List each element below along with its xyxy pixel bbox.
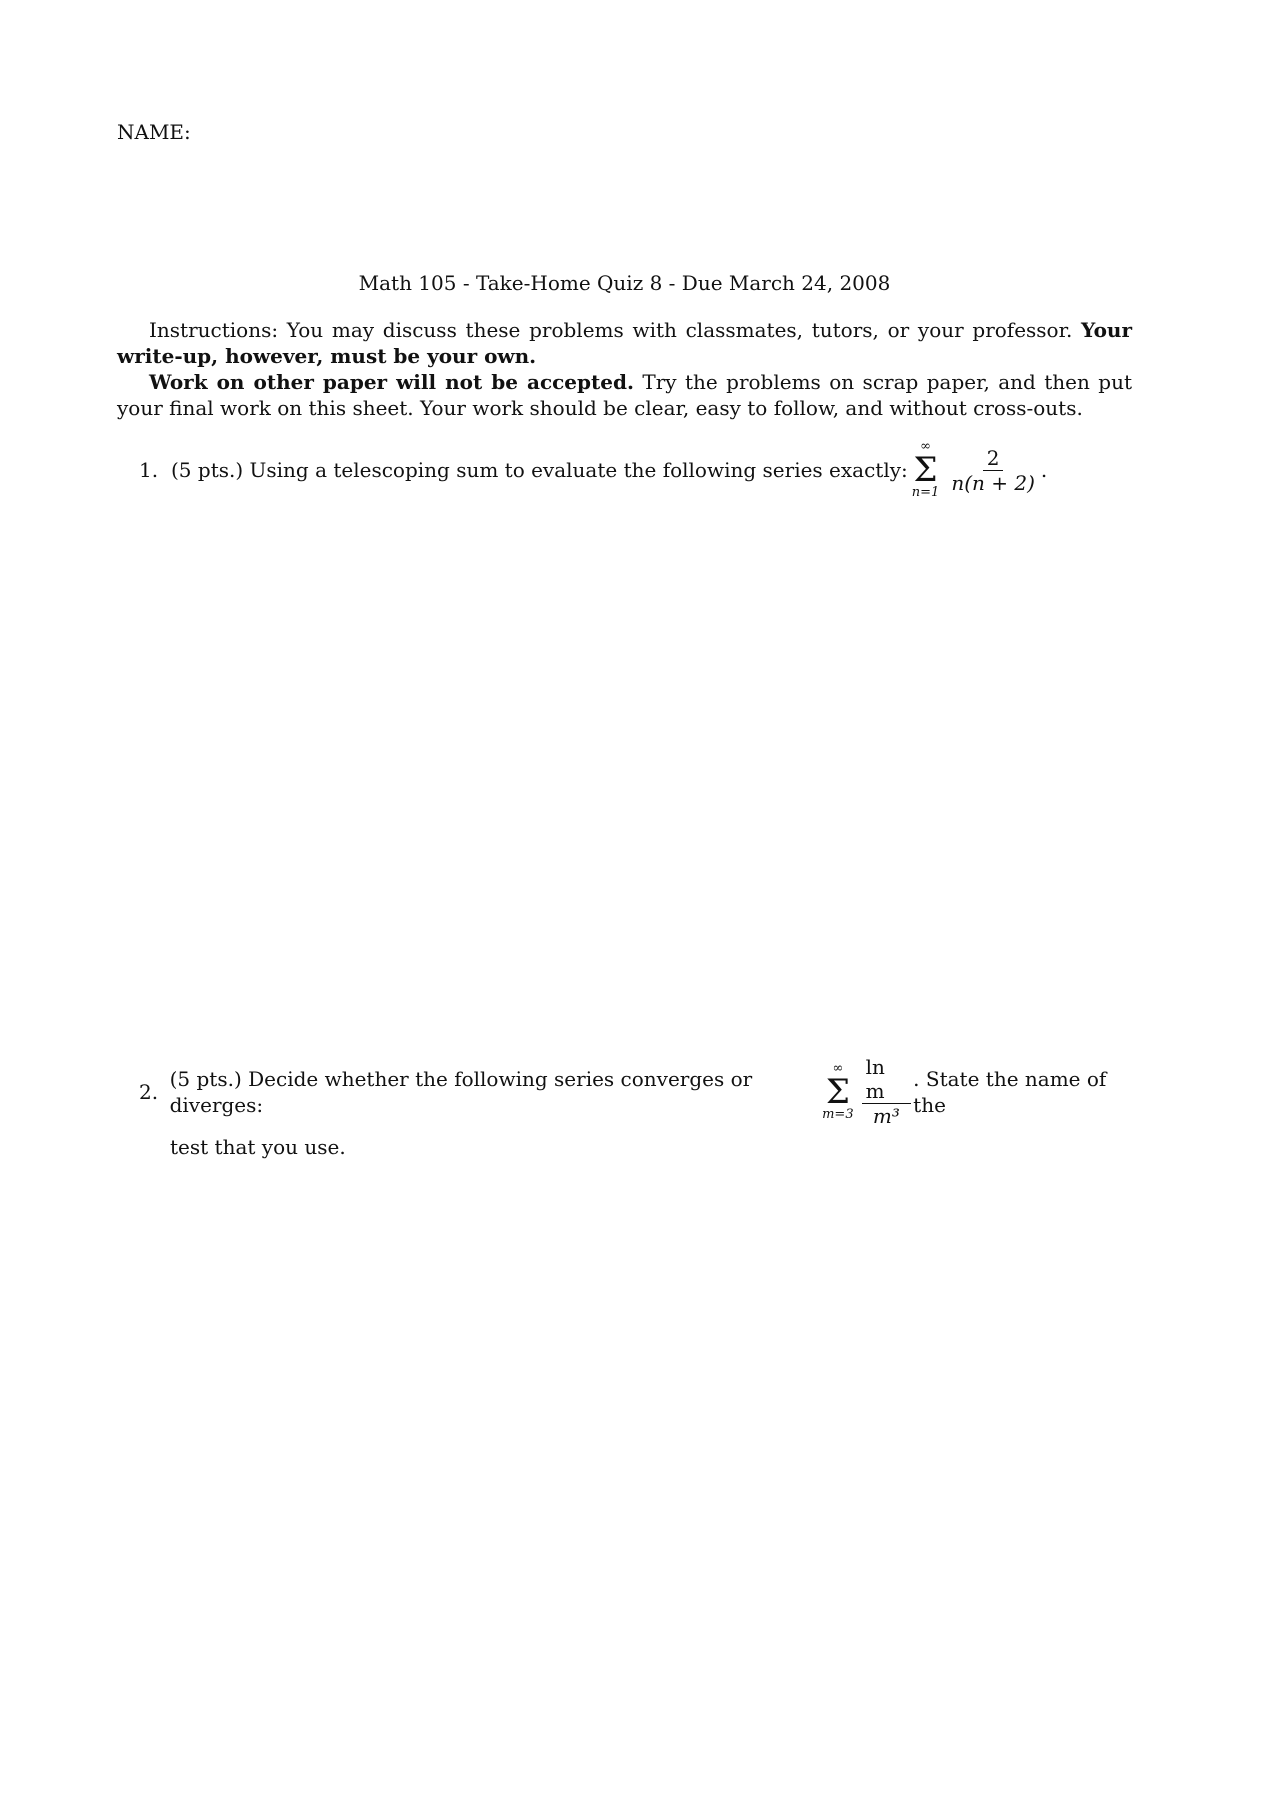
problem-1-denominator: n(n + 2) [951,470,1035,495]
problem-2-numerator: ln m [862,1055,912,1104]
problem-2-sum-upper: ∞ [832,1060,844,1076]
problem-1-line [117,440,1132,500]
instructions-bold-paper: Work on other paper will not be accepted. [149,370,634,394]
instructions-paragraph-1 [117,317,1132,369]
problem-1-series [908,440,1047,500]
sigma-symbol: Σ [825,1071,850,1112]
name-label: NAME: [117,120,191,144]
problem-2-sum-lower: m=3 [822,1106,854,1122]
problem-1-trailing: . [1040,458,1048,482]
problem-1-numerator: 2 [983,446,1004,471]
instructions [117,317,1132,421]
problem-1-sum-upper: ∞ [920,439,931,454]
problem-2-fraction [862,1055,912,1128]
problem-2-continuation: test that you use. [170,1135,346,1159]
instructions-rest: Try the problems on scrap paper, and then put your final work on this sheet. Your work should be clear, easy to follow, and without cross-outs. [117,370,1133,420]
sigma-symbol: Σ [913,450,938,490]
problem-2 [117,1055,1132,1160]
page-title: Math 105 - Take-Home Quiz 8 - Due March 24, 2008 [358,271,891,295]
problem-1-summation [912,440,940,500]
problem-2-trailing: . State the name of the [913,1066,1107,1117]
problem-1 [117,440,1132,500]
problem-1-number: 1. [139,458,159,482]
problem-2-text: (5 pts.) Decide whether the following series converges or diverges: [169,1066,753,1117]
problem-2-series [818,1055,1132,1128]
problem-1-fraction [947,446,1039,495]
instructions-lead: Instructions: You may discuss these problems with classmates, tutors, or your professor. [149,318,1073,342]
problem-2-line [117,1055,1132,1128]
problem-2-number: 2. [139,1079,159,1104]
problem-1-sum-lower: n=1 [911,485,940,500]
instructions-paragraph-2 [117,369,1132,421]
problem-2-denominator: m³ [872,1104,900,1128]
instructions-bold-writeup: Your write-up, however, must be your own. [117,318,1132,368]
problem-2-summation [822,1062,854,1122]
problem-1-text: (5 pts.) Using a telescoping sum to evaluate the following series exactly: [171,458,908,482]
